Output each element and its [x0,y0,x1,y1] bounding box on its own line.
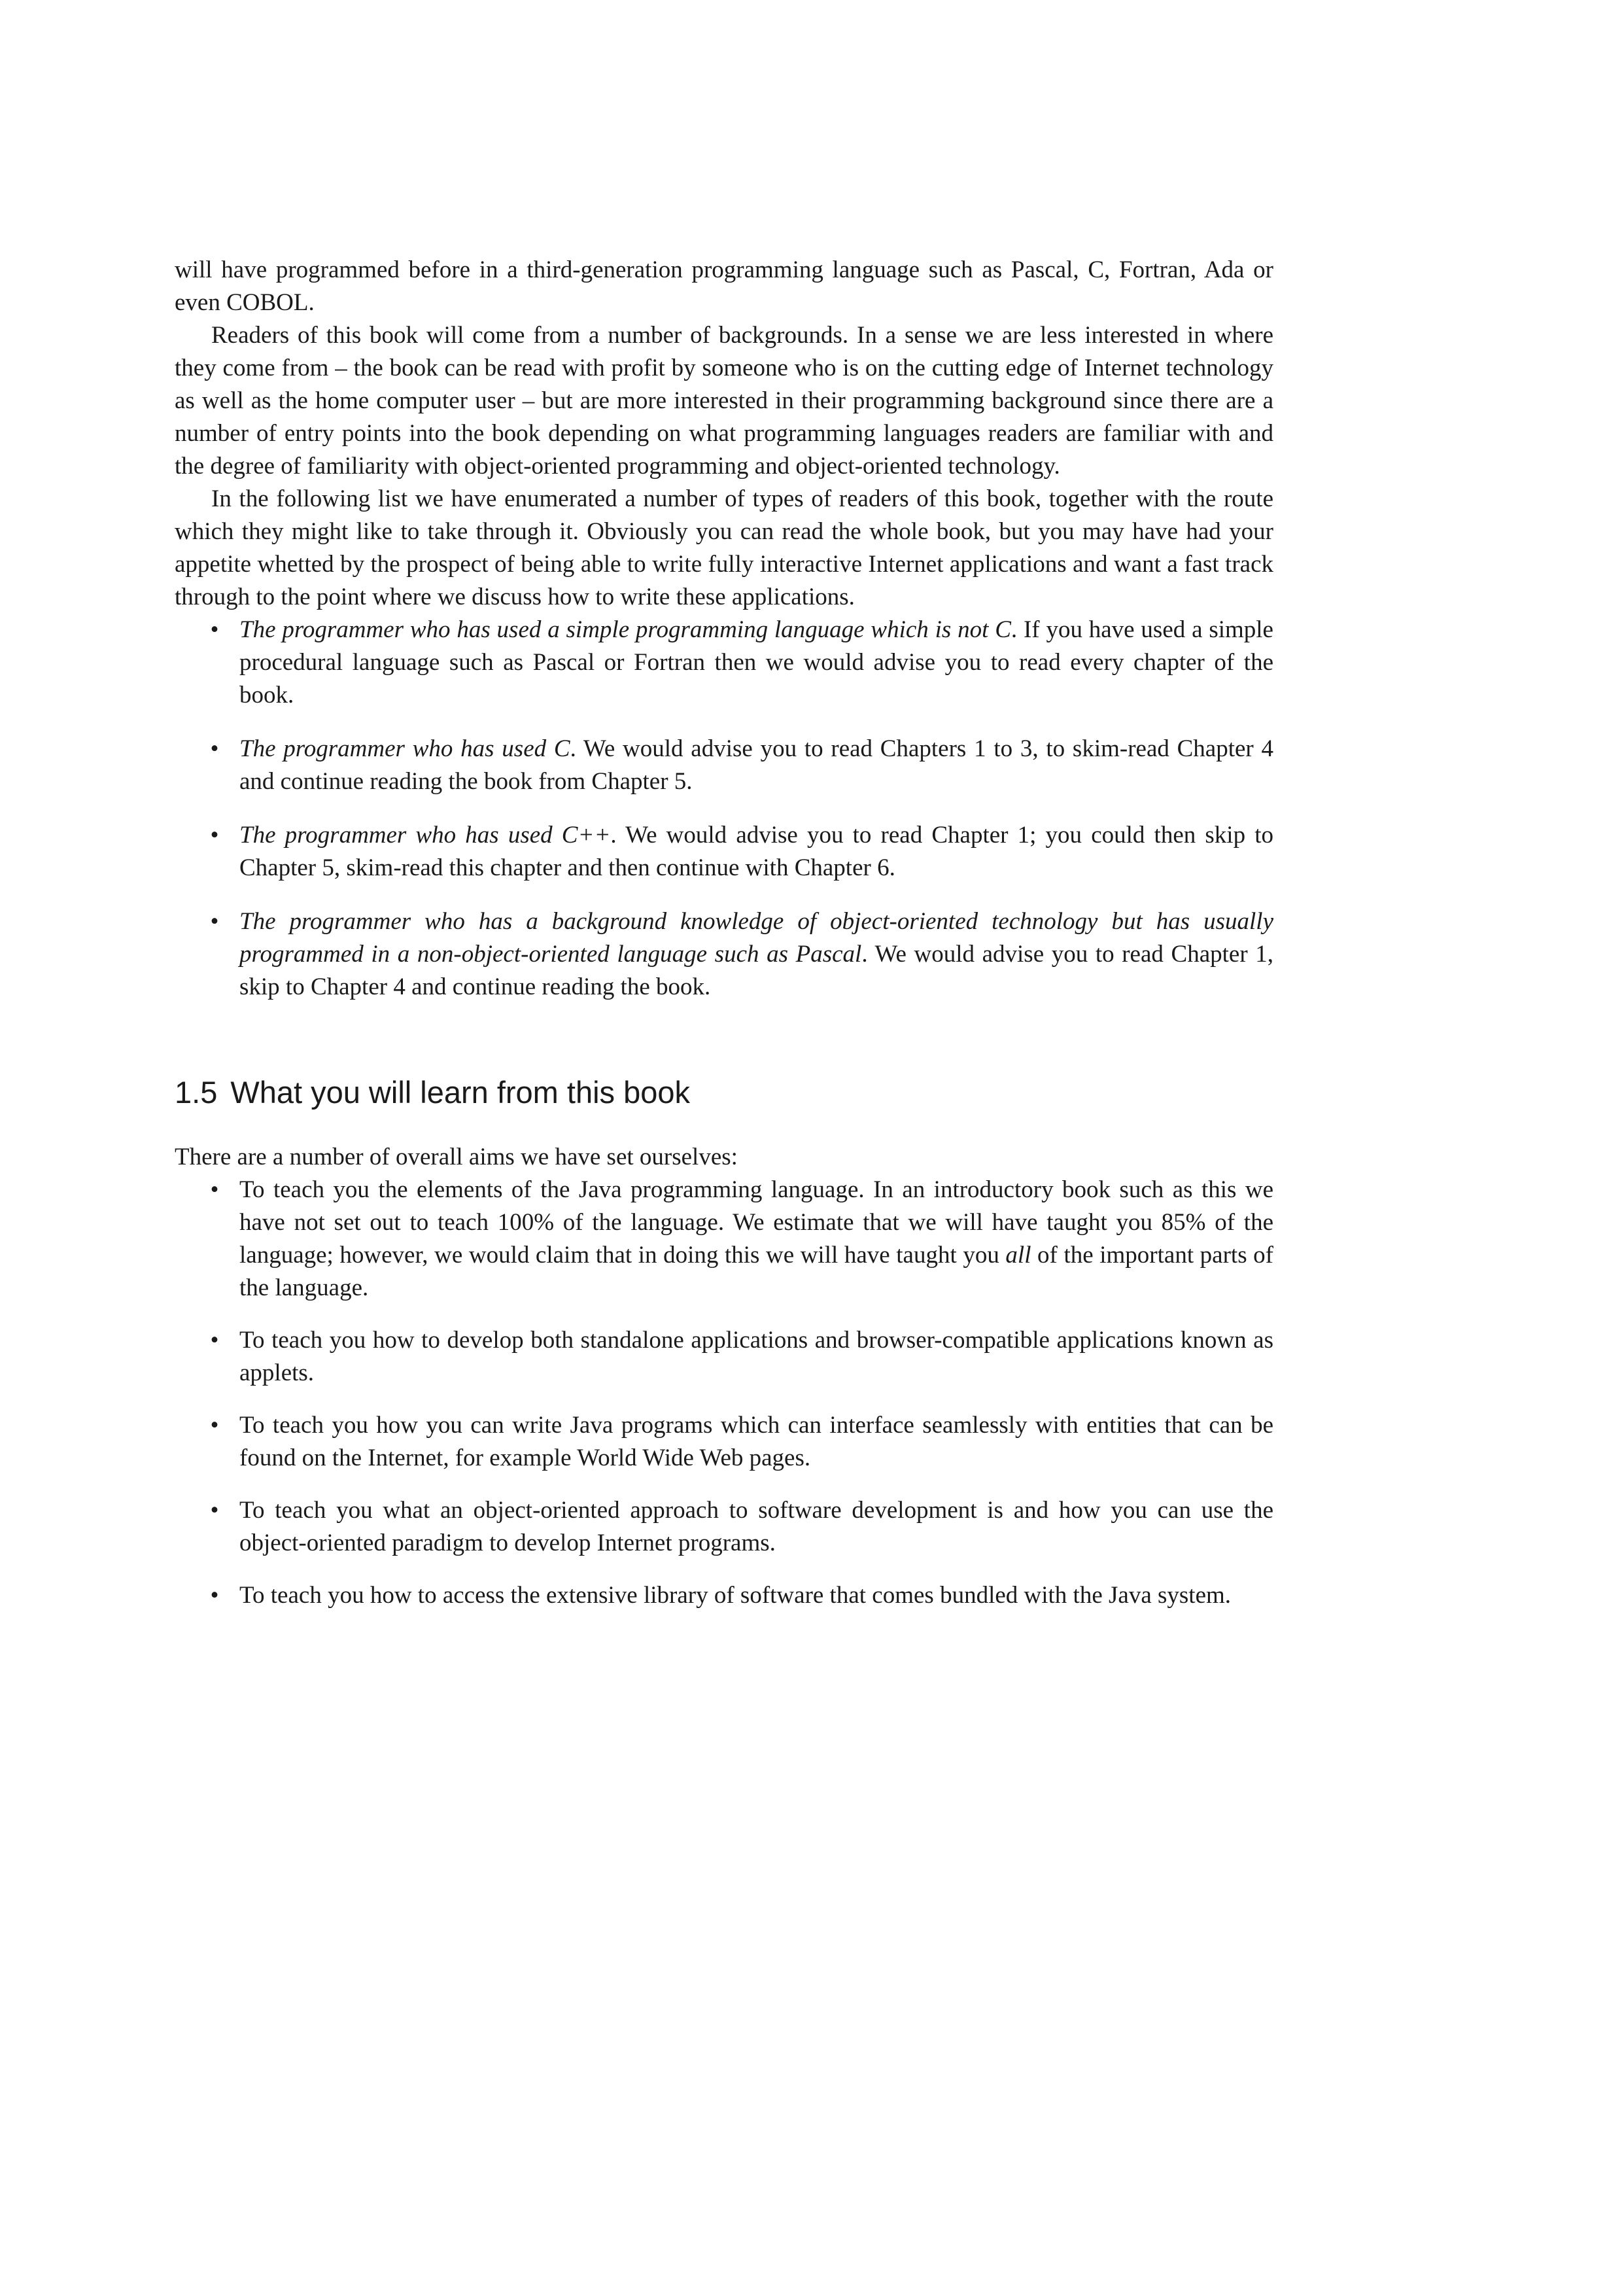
list-item [175,1494,1273,1560]
list-item [175,1409,1273,1475]
aim-emphasis: all [1005,1242,1031,1269]
aim-text: To teach you how to access the extensive library of software that comes bundled with the Java system. [239,1582,1232,1609]
reader-advice: . We would advise you to read Chapters 1 to 3, to skim-read Chapter 4 and continue reading the book from Chapter 5. [239,735,1274,795]
bullet-icon: • [210,735,219,762]
paragraph-readers-backgrounds: Readers of this book will come from a number of backgrounds. In a sense we are less interested in where they come from – the book can be read with profit by someone who is on the cutting edge of Internet technology as well as the home computer user – but are more interested in their programming background since there are a number of entry points into the book depending on what programming languages readers are familiar with and the degree of familiarity with object-oriented programming and object-oriented technology. [175,322,1273,480]
bullet-icon: • [210,822,219,849]
aim-text: To teach you what an object-oriented approach to software development is and how you can use the object-oriented paradigm to develop Internet programs. [239,1497,1273,1556]
list-item [175,905,1273,1004]
list-item [175,1174,1273,1305]
list-item [175,1579,1273,1612]
aim-text: To teach you how to develop both standalone applications and browser-compatible applications known as applets. [239,1327,1273,1386]
page-body [175,254,1273,1612]
reader-type: The programmer who has used C [239,735,570,762]
aim-text: To teach you the elements of the Java programming language. In an introductory book such as this we have not set out to teach 100% of the language. We estimate that we will have taught you 85% of the language; however, we would claim that in doing this we will have taught you [239,1176,1273,1269]
bullet-icon: • [210,616,219,643]
section-heading [175,1074,1273,1111]
bullet-icon: • [210,1582,219,1609]
list-item [175,819,1273,885]
aim-text-end: of the important parts of the language. [239,1242,1273,1301]
aims-list [175,1174,1273,1612]
reader-advice: . If you have used a simple procedural language such as Pascal or Fortran then we would advise you to read every chapter of the book. [239,616,1273,709]
list-item [175,733,1273,798]
bullet-icon: • [210,908,219,935]
reader-type: The programmer who has used a simple programming language which is not C [239,616,1011,643]
bullet-icon: • [210,1327,219,1354]
reader-advice: . We would advise you to read Chapter 1; you could then skip to Chapter 5, skim-read this chapter and then continue with Chapter 6. [239,822,1273,881]
list-item [175,614,1273,712]
readers-list [175,614,1273,1004]
bullet-icon: • [210,1497,219,1524]
section-title: What you will learn from this book [230,1075,691,1110]
bullet-icon: • [210,1176,219,1203]
paragraph-reader-routes: In the following list we have enumerated a number of types of readers of this book, together with the route which they might like to take through it. Obviously you can read the whole book, but you may have had your appetite whetted by the prospect of being able to write fully interactive Internet applications and want a fast track through to the point where we discuss how to write these applications. [175,485,1273,610]
paragraph-continuation: will have programmed before in a third-generation programming language such as Pascal, C, Fortran, Ada or even COBOL. [175,256,1273,316]
list-item [175,1324,1273,1390]
section-intro: There are a number of overall aims we have set ourselves: [175,1144,738,1170]
section-number: 1.5 [175,1075,218,1110]
reader-type: The programmer who has used C++ [239,822,611,849]
bullet-icon: • [210,1412,219,1439]
aim-text: To teach you how you can write Java programs which can interface seamlessly with entities that can be found on the Internet, for example World Wide Web pages. [239,1412,1273,1471]
reader-advice: . We would advise you to read Chapter 1, skip to Chapter 4 and continue reading the book. [239,941,1273,1000]
reader-type: The programmer who has a background knowledge of object-oriented technology but has usually programmed in a non-object-oriented language such as Pascal [239,908,1273,968]
